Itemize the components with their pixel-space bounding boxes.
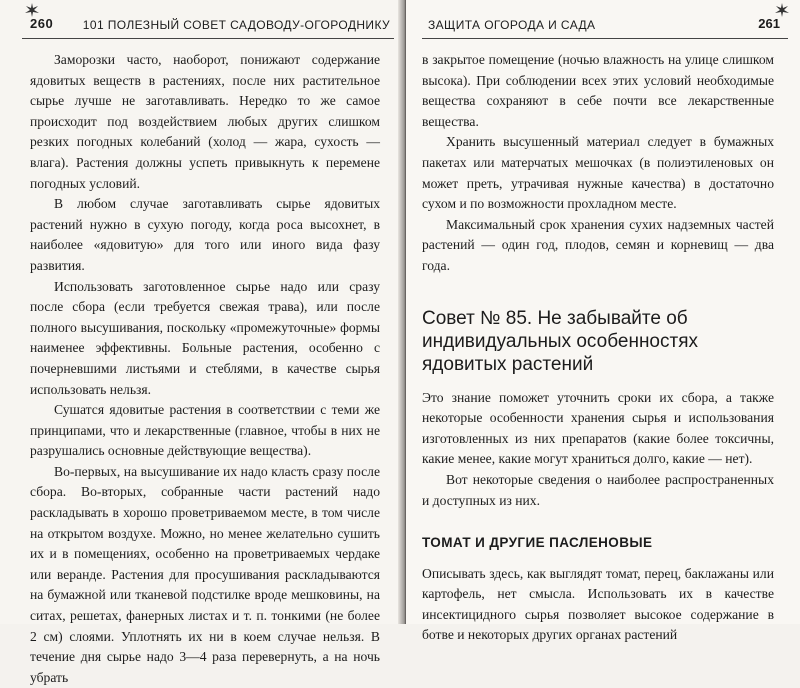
left-page-header: [22, 8, 394, 39]
left-page-body: [30, 50, 380, 688]
page-number-left: 260: [30, 16, 54, 31]
page-number-right: 261: [758, 16, 780, 31]
paragraph: Максимальный срок хранения сухих надземных частей растений — один год, плодов, семян и корневищ — два года.: [422, 216, 774, 273]
paragraph: В любом случае заготавливать сырье ядовитых растений нужно в сухую погоду, когда роса высохнет, в наиболее «ядовитую» для того или иного вида фазу развития.: [30, 196, 380, 273]
paragraph: Это знание поможет уточнить сроки их сбора, а также некоторые особенности хранения сырья и использования изготовленных из них препаратов (какие более токсичны, какие менее, какие могут храниться долго, какие — нет).: [422, 389, 774, 467]
right-page-header: [422, 8, 788, 39]
paragraph: Сушатся ядовитые растения в соответствии с теми же принципами, что и лекарственные (главное, чтобы в них не разрушались основные действующие вещества).: [30, 402, 380, 459]
leaf-ornament-icon: [774, 2, 790, 18]
section-heading: ТОМАТ И ДРУГИЕ ПАСЛЕНОВЫЕ: [422, 535, 653, 551]
paragraph: в закрытое помещение (ночью влажность на улице слишком высока). При соблюдении всех этих условий необходимые вещества сохраняют в себе почти все лекарственные вещества.: [422, 52, 774, 129]
paragraph: Хранить высушенный материал следует в бумажных пакетах или матерчатых мешочках (в полиэтиленовых он может преть, утрачивая нужные качества) в достаточно сухом и по возможности прохладном месте.: [422, 134, 774, 212]
right-page: [406, 0, 800, 643]
sovet-heading: Совет № 85. Не забывайте об индивидуальных особенностях ядовитых растений: [422, 307, 698, 375]
running-head-right: ЗАЩИТА ОГОРОДА И САДА: [428, 18, 596, 32]
paragraph: Во-первых, на высушивание их надо класть сразу после сбора. Во-вторых, собранные части растений надо раскладывать в хорошо проветриваемом месте, в том числе на открытом воздухе. Можно, но менее желательно сушить их и в помещениях, особенно на проветриваемых чердаке или веранде. Растения для просушивания раскладываются на бумажной или тканевой подстилке вроде мешковины, на ситах, решетах, фанерных листах и т. п. тонкими (не более 2 см) слоями. Уплотнять их ни в коем случае нельзя. В течение дня сырье надо 3—4 раза перевернуть, а на ночь убрать: [30, 463, 380, 685]
paragraph: Описывать здесь, как выглядят томат, перец, баклажаны или картофель, нет смысла. Использовать их в качестве инсектицидного сырья позволяет высокое содержание в ботве и некоторых других органах растений: [422, 565, 774, 643]
paragraph: Вот некоторые сведения о наиболее распространенных и доступных из них.: [422, 471, 774, 508]
right-page-body: [422, 50, 774, 646]
paragraph: Использовать заготовленное сырье надо или сразу после сбора (если требуется свежая трава), или после полного высушивания, поскольку «промежуточные» формы наименее эффективны. Больные растения, особенно с почерневшими листьями и стеблями, в качестве сырья использовать нельзя.: [30, 278, 380, 397]
running-head-left: 101 ПОЛЕЗНЫЙ СОВЕТ САДОВОДУ-ОГОРОДНИКУ: [82, 18, 390, 32]
paragraph: Заморозки часто, наоборот, понижают содержание ядовитых веществ в растениях, после них растительное сырье лучше не заготавливать. Нередко то же самое происходит под воздействием любых других слишком резких погодных колебаний (холод — жара, сухость — влага). Растения должны успеть привыкнуть к перемене погодных условий.: [30, 52, 380, 191]
